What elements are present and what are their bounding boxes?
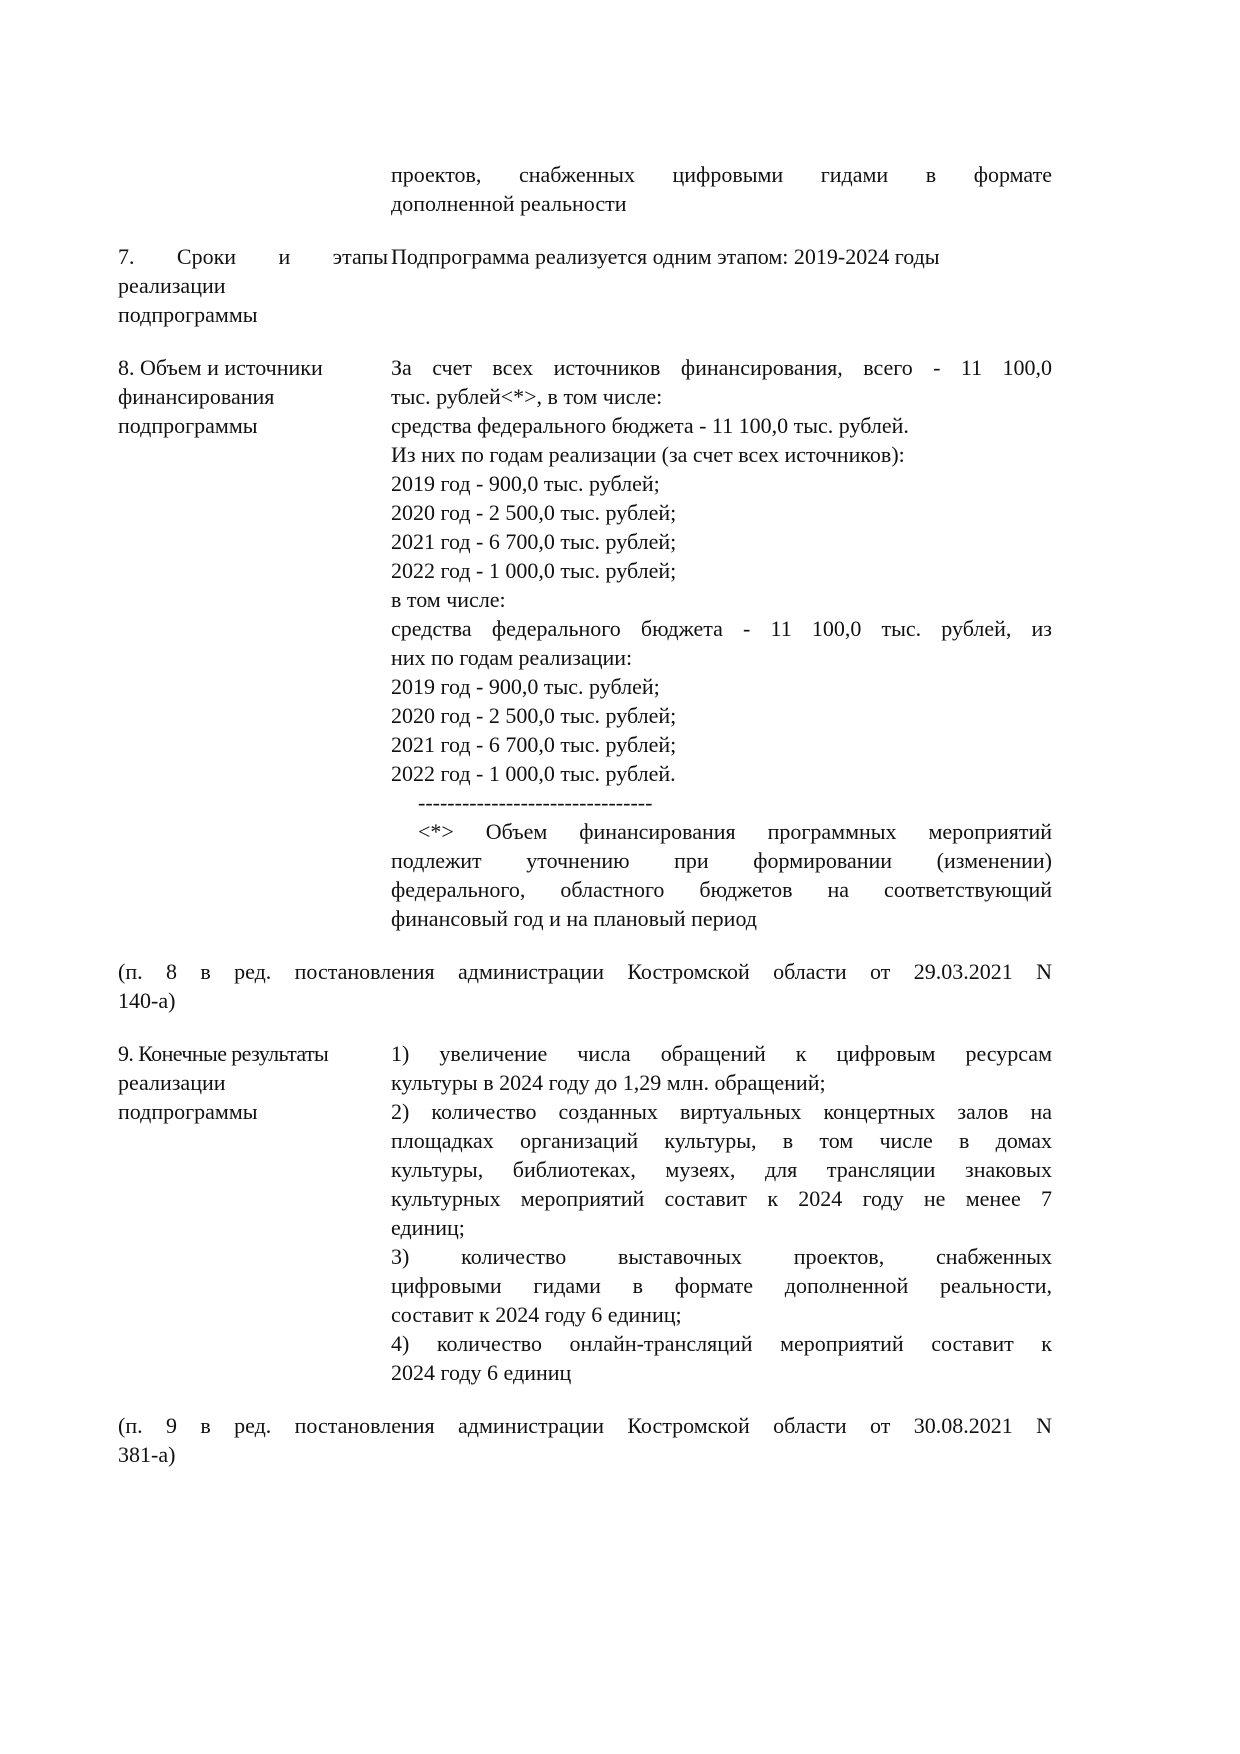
federal-funding-line: них по годам реализации: [391,645,633,670]
edition-note-9 [118,1411,1052,1469]
section-7-content [391,242,1052,329]
result-line: культуры в 2024 году до 1,29 млн. обращений; [391,1070,826,1095]
year-funding-line: 2022 год - 1 000,0 тыс. рублей; [391,558,677,583]
federal-funding-line: средства федерального бюджета - 11 100,0 тыс. рублей, из [391,616,1052,641]
continuation-row [118,160,1052,218]
section-7-label [118,242,388,329]
section-8-label-line: финансирования [118,384,275,409]
edition-note-line: 381-а) [118,1442,176,1467]
section-8-label [118,353,388,933]
including-label: в том числе: [391,587,506,612]
section-7-label-word: Сроки [176,244,237,269]
edition-note-line: 140-а) [118,988,176,1013]
year-funding-line: 2021 год - 6 700,0 тыс. рублей; [391,529,677,554]
year-funding-line: 2019 год - 900,0 тыс. рублей; [391,471,660,496]
result-line: 1) увеличение числа обращений к цифровым ресурсам [391,1041,1052,1066]
section-7-row [118,242,1052,329]
result-line: единиц; [391,1215,465,1240]
federal-year-line: 2020 год - 2 500,0 тыс. рублей; [391,703,677,728]
section-8-label-line: 8. Объем и источники [118,355,323,380]
result-line: 2024 году 6 единиц [391,1360,572,1385]
section-9-label [118,1039,388,1387]
section-7-label-line: реализации [118,273,226,298]
result-item-4 [391,1329,1052,1387]
year-funding-line: 2020 год - 2 500,0 тыс. рублей; [391,500,677,525]
result-line: 3) количество выставочных проектов, снабженных [391,1244,1052,1269]
federal-year-line: 2019 год - 900,0 тыс. рублей; [391,674,660,699]
result-line: 4) количество онлайн-трансляций мероприятий составит к [391,1331,1052,1356]
section-8-label-line: подпрограммы [118,413,258,438]
footnote-line: федерального, областного бюджетов на соответствующий [391,877,1052,902]
edition-note-line: (п. 8 в ред. постановления администрации Костромской области от 29.03.2021 N [118,959,1052,984]
footnote-line: финансовый год и на плановый период [391,906,757,931]
edition-note-line: (п. 9 в ред. постановления администрации Костромской области от 30.08.2021 N [118,1413,1052,1438]
section-7-label-word: и [278,244,291,269]
section-9-label-line: 9. Конечные результаты [118,1041,329,1066]
continuation-line: проектов, снабженных цифровыми гидами в формате [391,162,1052,187]
funding-total-line: тыс. рублей<*>, в том числе: [391,384,663,409]
federal-total-line: средства федерального бюджета - 11 100,0 тыс. рублей. [391,413,909,438]
footnote-separator: -------------------------------- [418,790,653,815]
section-7-label-word: этапы [332,244,388,269]
section-8-content [391,353,1052,933]
section-9-label-line: подпрограммы [118,1099,258,1124]
edition-note-8 [118,957,1052,1015]
result-line: 2) количество созданных виртуальных концертных залов на [391,1099,1052,1124]
document-page [118,160,1052,1469]
section-8-row [118,353,1052,933]
continuation-content-cell [391,160,1052,218]
result-line: цифровыми гидами в формате дополненной реальности, [391,1273,1052,1298]
section-7-label-number: 7. [118,244,135,269]
result-line: культурных мероприятий составит к 2024 году не менее 7 [391,1186,1052,1211]
section-9-content [391,1039,1052,1387]
result-line: составит к 2024 году 6 единиц; [391,1302,682,1327]
funding-total-line: За счет всех источников финансирования, всего - 11 100,0 [391,355,1052,380]
federal-year-line: 2022 год - 1 000,0 тыс. рублей. [391,761,676,786]
section-7-text: Подпрограмма реализуется одним этапом: 2019-2024 годы [391,244,940,269]
result-item-2 [391,1097,1052,1242]
federal-year-line: 2021 год - 6 700,0 тыс. рублей; [391,732,677,757]
continuation-label-cell [118,160,388,218]
result-item-1 [391,1039,1052,1097]
by-years-heading: Из них по годам реализации (за счет всех источников): [391,442,905,467]
section-9-label-line: реализации [118,1070,226,1095]
result-item-3 [391,1242,1052,1329]
footnote-line: <*> Объем финансирования программных мероприятий [418,819,1052,844]
result-line: культуры, библиотеках, музеях, для трансляции знаковых [391,1157,1052,1182]
section-7-label-line: подпрограммы [118,302,258,327]
footnote-line: подлежит уточнению при формировании (изменении) [391,848,1052,873]
section-7-label-line [118,242,388,271]
continuation-line: дополненной реальности [391,191,627,216]
result-line: площадках организаций культуры, в том числе в домах [391,1128,1052,1153]
section-9-row [118,1039,1052,1387]
